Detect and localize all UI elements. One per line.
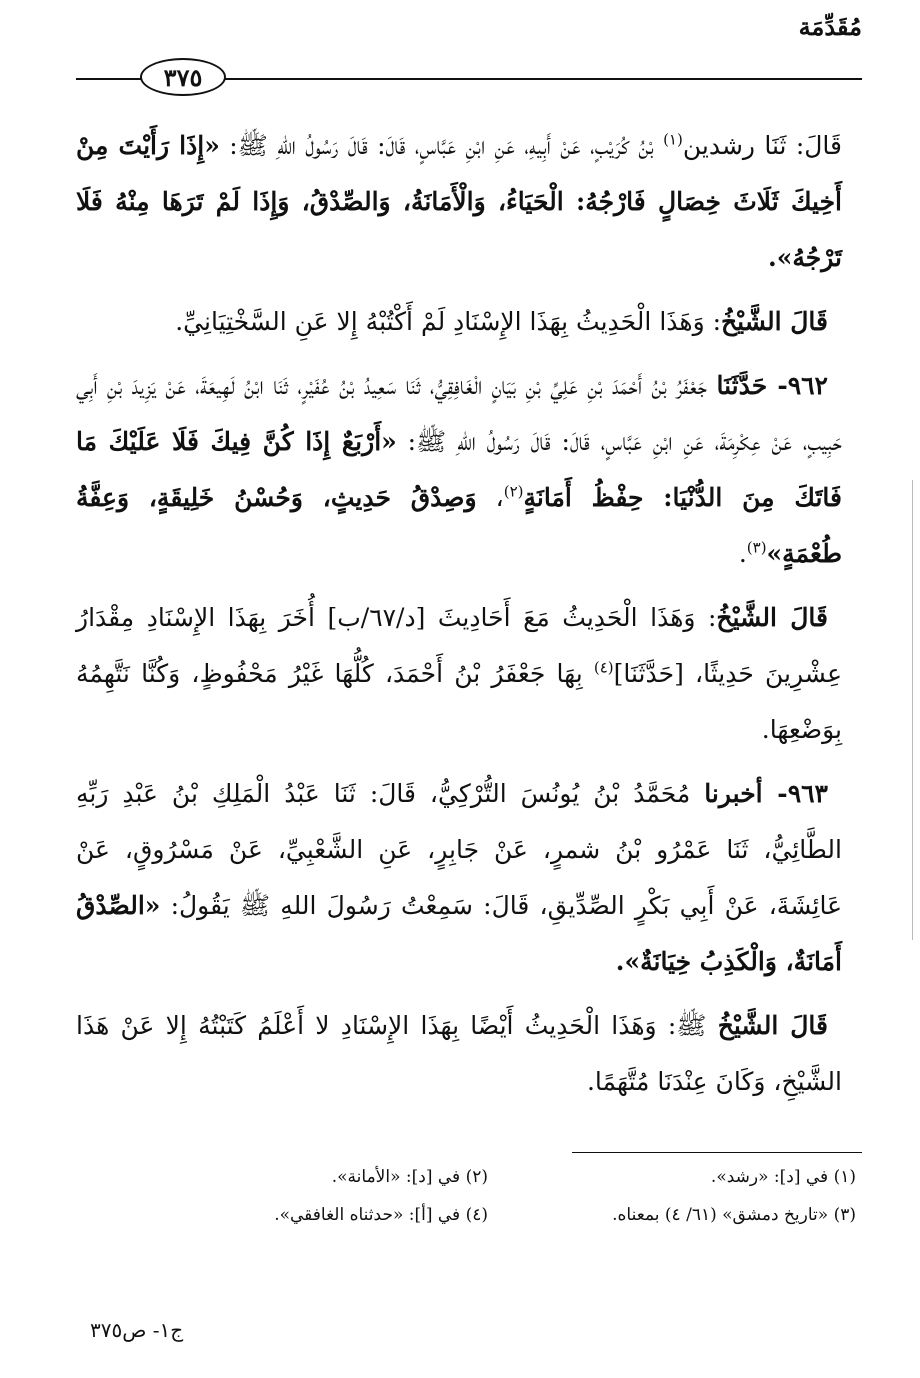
bold-text: ٩٦٣- أخبرنا: [704, 779, 828, 808]
footnote-marker: (٤): [593, 658, 614, 677]
footnote-marker: (٣): [746, 538, 767, 557]
bold-text: قَالَ الشَّيْخُ: [721, 307, 828, 336]
text-run: : وَهَذَا الْحَدِيثُ مَعَ أَحَادِيثَ [د/٦٧/ب] أُخَرَ بِهَذَا الإِسْنَادِ مِقْدَارُ عِشْرِينَ حَدِيثًا، [حَدَّثَنَا]: [76, 603, 842, 688]
footnote-2: (٢) في [د]: «الأمانة».: [331, 1167, 488, 1187]
volume-page-mark: ج١- ص٣٧٥: [90, 1318, 184, 1342]
bold-text: «أَرْبَعٌ إِذَا كُنَّ فِيكَ فَلَا عَلَيْكَ مَا فَاتَكَ مِنَ الدُّنْيَا: حِفْظُ أَمَانَةٍ: [76, 427, 842, 512]
footnote-1: (١) في [د]: «رشد».: [710, 1167, 856, 1187]
paragraph: [76, 358, 842, 582]
text-run: : وَهَذَا الْحَدِيثُ بِهَذَا الإِسْنَادِ لَمْ أَكْتُبْهُ إِلا عَنِ السَّخْتِيَانِيِّ.: [175, 307, 722, 336]
footnote-4: (٤) في [أ]: «حدثناه الغافقي».: [274, 1205, 488, 1225]
text-run: ﷺ: وَهَذَا الْحَدِيثُ أَيْضًا بِهَذَا الإِسْنَادِ لا أَعْلَمُ كَتَبْتُهُ إِلا عَنْ هَذَا الشَّيْخِ، وَكَانَ عِنْدَنَا مُتَّهَمًا.: [76, 1011, 842, 1096]
text-run: بْنُ كُرَيْبٍ، عَنْ أَبِيهِ، عَنِ ابْنِ عَبَّاسٍ، قَالَ: قَالَ رَسُولُ اللهِ ﷺ:: [219, 131, 664, 160]
bold-text: وَصِدْقُ حَدِيثٍ، وَحُسْنُ خَلِيقَةٍ، وَعِفَّةُ طُعْمَةٍ»: [76, 483, 842, 568]
paragraph: [76, 590, 842, 758]
text-run: بِهَا جَعْفَرُ بْنُ أَحْمَدَ، كُلُّهَا غَيْرُ مَحْفُوظٍ، وَكُنَّا نَتَّهِمُهُ بِوَضْعِهَا.: [76, 659, 842, 744]
footnote-rule: [572, 1152, 862, 1153]
footnotes: [150, 1162, 856, 1230]
footnote-marker: (٢): [503, 482, 524, 501]
bold-text: قَالَ الشَّيْخُ: [716, 603, 828, 632]
page-number: ٣٧٥: [140, 58, 226, 96]
paragraph: [76, 998, 842, 1110]
paragraph: [76, 766, 842, 990]
bold-text: ٩٦٢- حَدَّثَنَا: [716, 371, 828, 400]
bold-text: قَالَ الشَّيْخُ: [717, 1011, 828, 1040]
footnote-marker: (١): [663, 130, 683, 149]
text-run: مُحَمَّدُ بْنُ يُونُسَ التُّرْكِيُّ، قَالَ: ثَنَا عَبْدُ الْمَلِكِ بْنُ عَبْدِ رَبِّهِ الطَّائِيُّ، ثَنَا عَمْرُو بْنُ شمرٍ، عَنْ جَابِرٍ، عَنِ الشَّعْبِيِّ، عَنْ مَسْرُوقٍ، عَنْ عَائِشَةَ، عَنْ أَبِي بَكْرٍ الصِّدِّيقِ، قَالَ: سَمِعْتُ رَسُولَ اللهِ ﷺ يَقُولُ:: [76, 779, 842, 920]
scan-margin-line: [912, 480, 913, 940]
running-title: مُقَدِّمَة: [798, 12, 862, 41]
bold-text: «إِذَا رَأَيْتَ مِنْ أَخِيكَ ثَلَاثَ خِصَالٍ فَارْجُهُ: الْحَيَاءُ، وَالْأَمَانَةُ، وَالصِّدْقُ، وَإِذَا لَمْ تَرَهَا مِنْهُ فَلَا تَرْجُهُ».: [76, 131, 842, 272]
text-run: .: [738, 539, 747, 568]
text-run: قَالَ: ثَنَا رشدين: [682, 131, 842, 160]
footnote-3: (٣) «تاريخ دمشق» (٦١/ ٤) بمعناه.: [612, 1205, 856, 1225]
paragraph: [76, 294, 842, 350]
text-run: ،: [476, 483, 504, 512]
paragraph: [76, 118, 842, 286]
bold-text: «الصِّدْقُ أَمَانَةٌ، وَالْكَذِبُ خِيَانَةٌ».: [76, 891, 842, 976]
text-run: جَعْفَرُ بْنُ أَحْمَدَ بْنِ عَلِيِّ بْنِ بَيَانٍ الْغَافِقِيُّ، ثَنَا سَعِيدُ بْنُ عُفَيْرٍ، ثَنَا ابْنُ لَهِيعَةَ، عَنْ يَزِيدَ بْنِ أَبِي حَبِيبٍ، عَنْ عِكْرِمَةَ، عَنِ ابْنِ عَبَّاسٍ، قَالَ: قَالَ رَسُولُ اللهِ ﷺ:: [76, 371, 842, 456]
main-text: [76, 118, 842, 1118]
